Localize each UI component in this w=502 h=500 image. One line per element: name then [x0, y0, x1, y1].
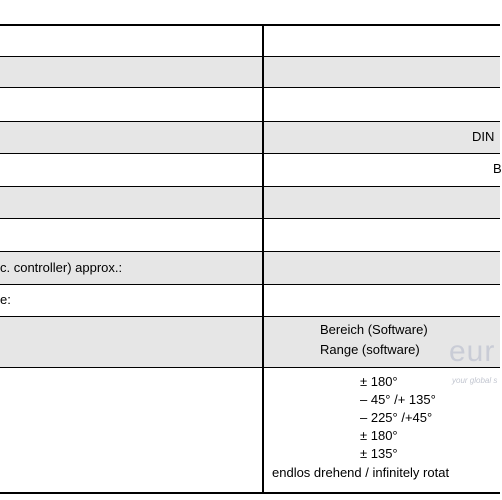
range-value-4: ± 180°: [360, 428, 398, 443]
range-value-6: endlos drehend / infinitely rotat: [272, 465, 450, 480]
range-value-1: ± 180°: [360, 374, 398, 389]
range-value-5: ± 135°: [360, 446, 398, 461]
rule: [0, 153, 500, 154]
rule: [0, 316, 500, 317]
rule: [0, 251, 500, 252]
range-header-line2: Range (software): [320, 342, 420, 357]
row-2-shade: [0, 57, 500, 87]
rule: [0, 218, 500, 219]
rule-top: [0, 24, 500, 26]
rule: [0, 121, 500, 122]
range-value-2: – 45° /+ 135°: [360, 392, 436, 407]
row-9-label: e:: [0, 292, 11, 307]
range-header-line1: Bereich (Software): [320, 322, 428, 337]
watermark-tagline: your global s: [452, 376, 498, 385]
range-value-3: – 225° /+45°: [360, 410, 433, 425]
rule: [0, 284, 500, 285]
rule: [0, 186, 500, 187]
rule: [0, 56, 500, 57]
watermark-logo: eur: [449, 335, 496, 368]
rule-bottom: [0, 492, 500, 494]
row-6-shade: [0, 187, 500, 218]
row-5-value: B: [493, 161, 502, 176]
row-8-label: c. controller) approx.:: [0, 260, 123, 275]
column-divider: [262, 25, 264, 493]
row-4-shade: [0, 122, 500, 153]
row-4-value: DIN: [472, 129, 495, 144]
rule: [0, 87, 500, 88]
rule: [0, 367, 500, 368]
